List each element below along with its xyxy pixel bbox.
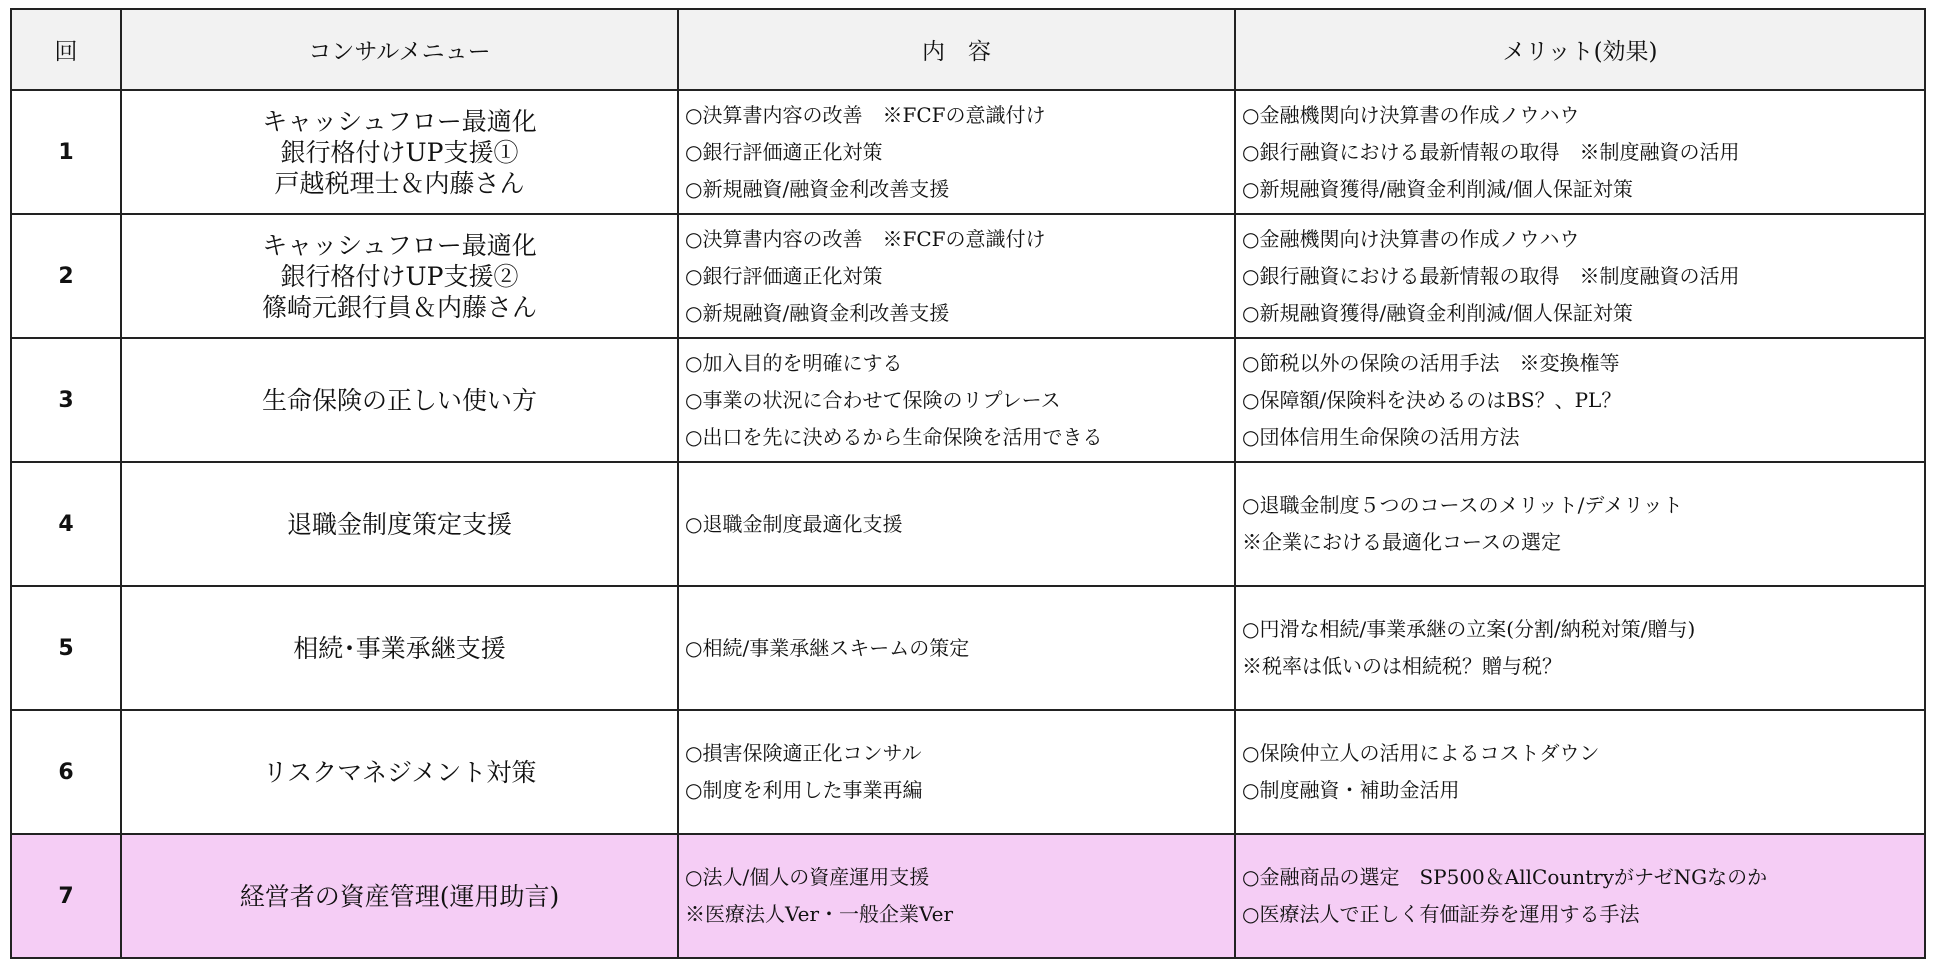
header-content: 内 容: [678, 9, 1235, 90]
content-cell: [678, 338, 1235, 462]
merit-line: ○医療法人で正しく有価証券を運用する手法: [1242, 902, 1640, 926]
content-line: ○銀行評価適正化対策: [685, 139, 883, 164]
menu-line: 生命保険の正しい使い方: [261, 385, 537, 415]
merit-line: ○銀行融資における最新情報の取得 ※制度融資の活用: [1242, 139, 1740, 164]
merit-line: ※企業における最適化コースの選定: [1242, 530, 1561, 554]
table-row-highlighted: [11, 834, 1925, 958]
content-cell: [678, 586, 1235, 710]
header-merit: メリット(効果): [1235, 9, 1925, 90]
content-line: ○法人/個人の資産運用支援: [685, 865, 930, 889]
menu-line: キャッシュフロー最適化: [262, 106, 537, 136]
menu-line: 篠崎元銀行員＆内藤さん: [261, 292, 537, 322]
row-number: 6: [11, 710, 121, 834]
content-line: ○退職金制度最適化支援: [685, 511, 903, 536]
merit-cell: [1235, 462, 1925, 586]
merit-line: ○節税以外の保険の活用手法 ※変換権等: [1242, 350, 1620, 375]
menu-line: リスクマネジメント対策: [262, 757, 537, 787]
merit-cell: [1235, 90, 1925, 214]
merit-line: ○制度融資・補助金活用: [1242, 778, 1460, 802]
row-number: 4: [11, 462, 121, 586]
merit-line: ○新規融資獲得/融資金利削減/個人保証対策: [1242, 300, 1633, 325]
row-number: 2: [11, 214, 121, 338]
content-line: ※医療法人Ver・一般企業Ver: [685, 902, 954, 926]
menu-line: 経営者の資産管理(運用助言): [239, 881, 560, 911]
merit-cell: [1235, 586, 1925, 710]
menu-cell: [121, 90, 678, 214]
merit-cell: [1235, 338, 1925, 462]
merit-line: ○円滑な相続/事業承継の立案(分割/納税対策/贈与): [1242, 617, 1696, 641]
merit-line: ○退職金制度５つのコースのメリット/デメリット: [1242, 493, 1683, 517]
header-round: 回: [11, 9, 121, 90]
menu-line: 銀行格付けUP支援①: [280, 137, 519, 167]
merit-line: ○保障額/保険料を決めるのはBS？、PL？: [1242, 387, 1622, 412]
merit-cell: [1235, 214, 1925, 338]
content-line: ○決算書内容の改善 ※FCFの意識付け: [685, 102, 1046, 127]
merit-cell: [1235, 710, 1925, 834]
header-menu: コンサルメニュー: [121, 9, 678, 90]
content-line: ○損害保険適正化コンサル: [685, 741, 922, 765]
content-line: ○銀行評価適正化対策: [685, 263, 883, 288]
content-line: ○新規融資/融資金利改善支援: [685, 300, 950, 325]
header-row: [11, 9, 1925, 90]
merit-cell: [1235, 834, 1925, 958]
menu-line: 銀行格付けUP支援②: [280, 261, 519, 291]
menu-cell: [121, 834, 678, 958]
table-row: [11, 710, 1925, 834]
merit-line: ○銀行融資における最新情報の取得 ※制度融資の活用: [1242, 263, 1740, 288]
merit-line: ○金融商品の選定 SP500＆AllCountryがナゼNGなのか: [1242, 865, 1768, 889]
menu-line: 戸越税理士＆内藤さん: [274, 168, 525, 198]
table-row: [11, 214, 1925, 338]
row-number: 1: [11, 90, 121, 214]
row-number: 7: [11, 834, 121, 958]
merit-line: ○団体信用生命保険の活用方法: [1242, 424, 1520, 449]
content-line: ○制度を利用した事業再編: [685, 778, 923, 802]
consulting-menu-table: [10, 8, 1926, 959]
menu-line: 相続･事業承継支援: [293, 633, 506, 663]
menu-cell: [121, 586, 678, 710]
content-cell: [678, 90, 1235, 214]
row-number: 5: [11, 586, 121, 710]
merit-line: ○金融機関向け決算書の作成ノウハウ: [1242, 226, 1580, 251]
table-row: [11, 90, 1925, 214]
menu-cell: [121, 338, 678, 462]
content-line: ○新規融資/融資金利改善支援: [685, 176, 950, 201]
content-line: ○出口を先に決めるから生命保険を活用できる: [685, 424, 1103, 449]
menu-cell: [121, 214, 678, 338]
content-line: ○事業の状況に合わせて保険のリプレース: [685, 387, 1061, 412]
merit-line: ○新規融資獲得/融資金利削減/個人保証対策: [1242, 176, 1633, 201]
content-line: ○加入目的を明確にする: [685, 350, 903, 375]
menu-line: キャッシュフロー最適化: [262, 230, 537, 260]
table-row: [11, 462, 1925, 586]
merit-line: ※税率は低いのは相続税？贈与税？: [1242, 654, 1562, 678]
row-number: 3: [11, 338, 121, 462]
content-cell: [678, 834, 1235, 958]
content-line: ○決算書内容の改善 ※FCFの意識付け: [685, 226, 1046, 251]
content-cell: [678, 462, 1235, 586]
content-line: ○相続/事業承継スキームの策定: [685, 635, 970, 660]
content-cell: [678, 214, 1235, 338]
merit-line: ○保険仲立人の活用によるコストダウン: [1242, 741, 1600, 765]
menu-cell: [121, 710, 678, 834]
content-cell: [678, 710, 1235, 834]
merit-line: ○金融機関向け決算書の作成ノウハウ: [1242, 102, 1580, 127]
table-row: [11, 338, 1925, 462]
menu-line: 退職金制度策定支援: [286, 509, 512, 539]
table-row: [11, 586, 1925, 710]
menu-cell: [121, 462, 678, 586]
